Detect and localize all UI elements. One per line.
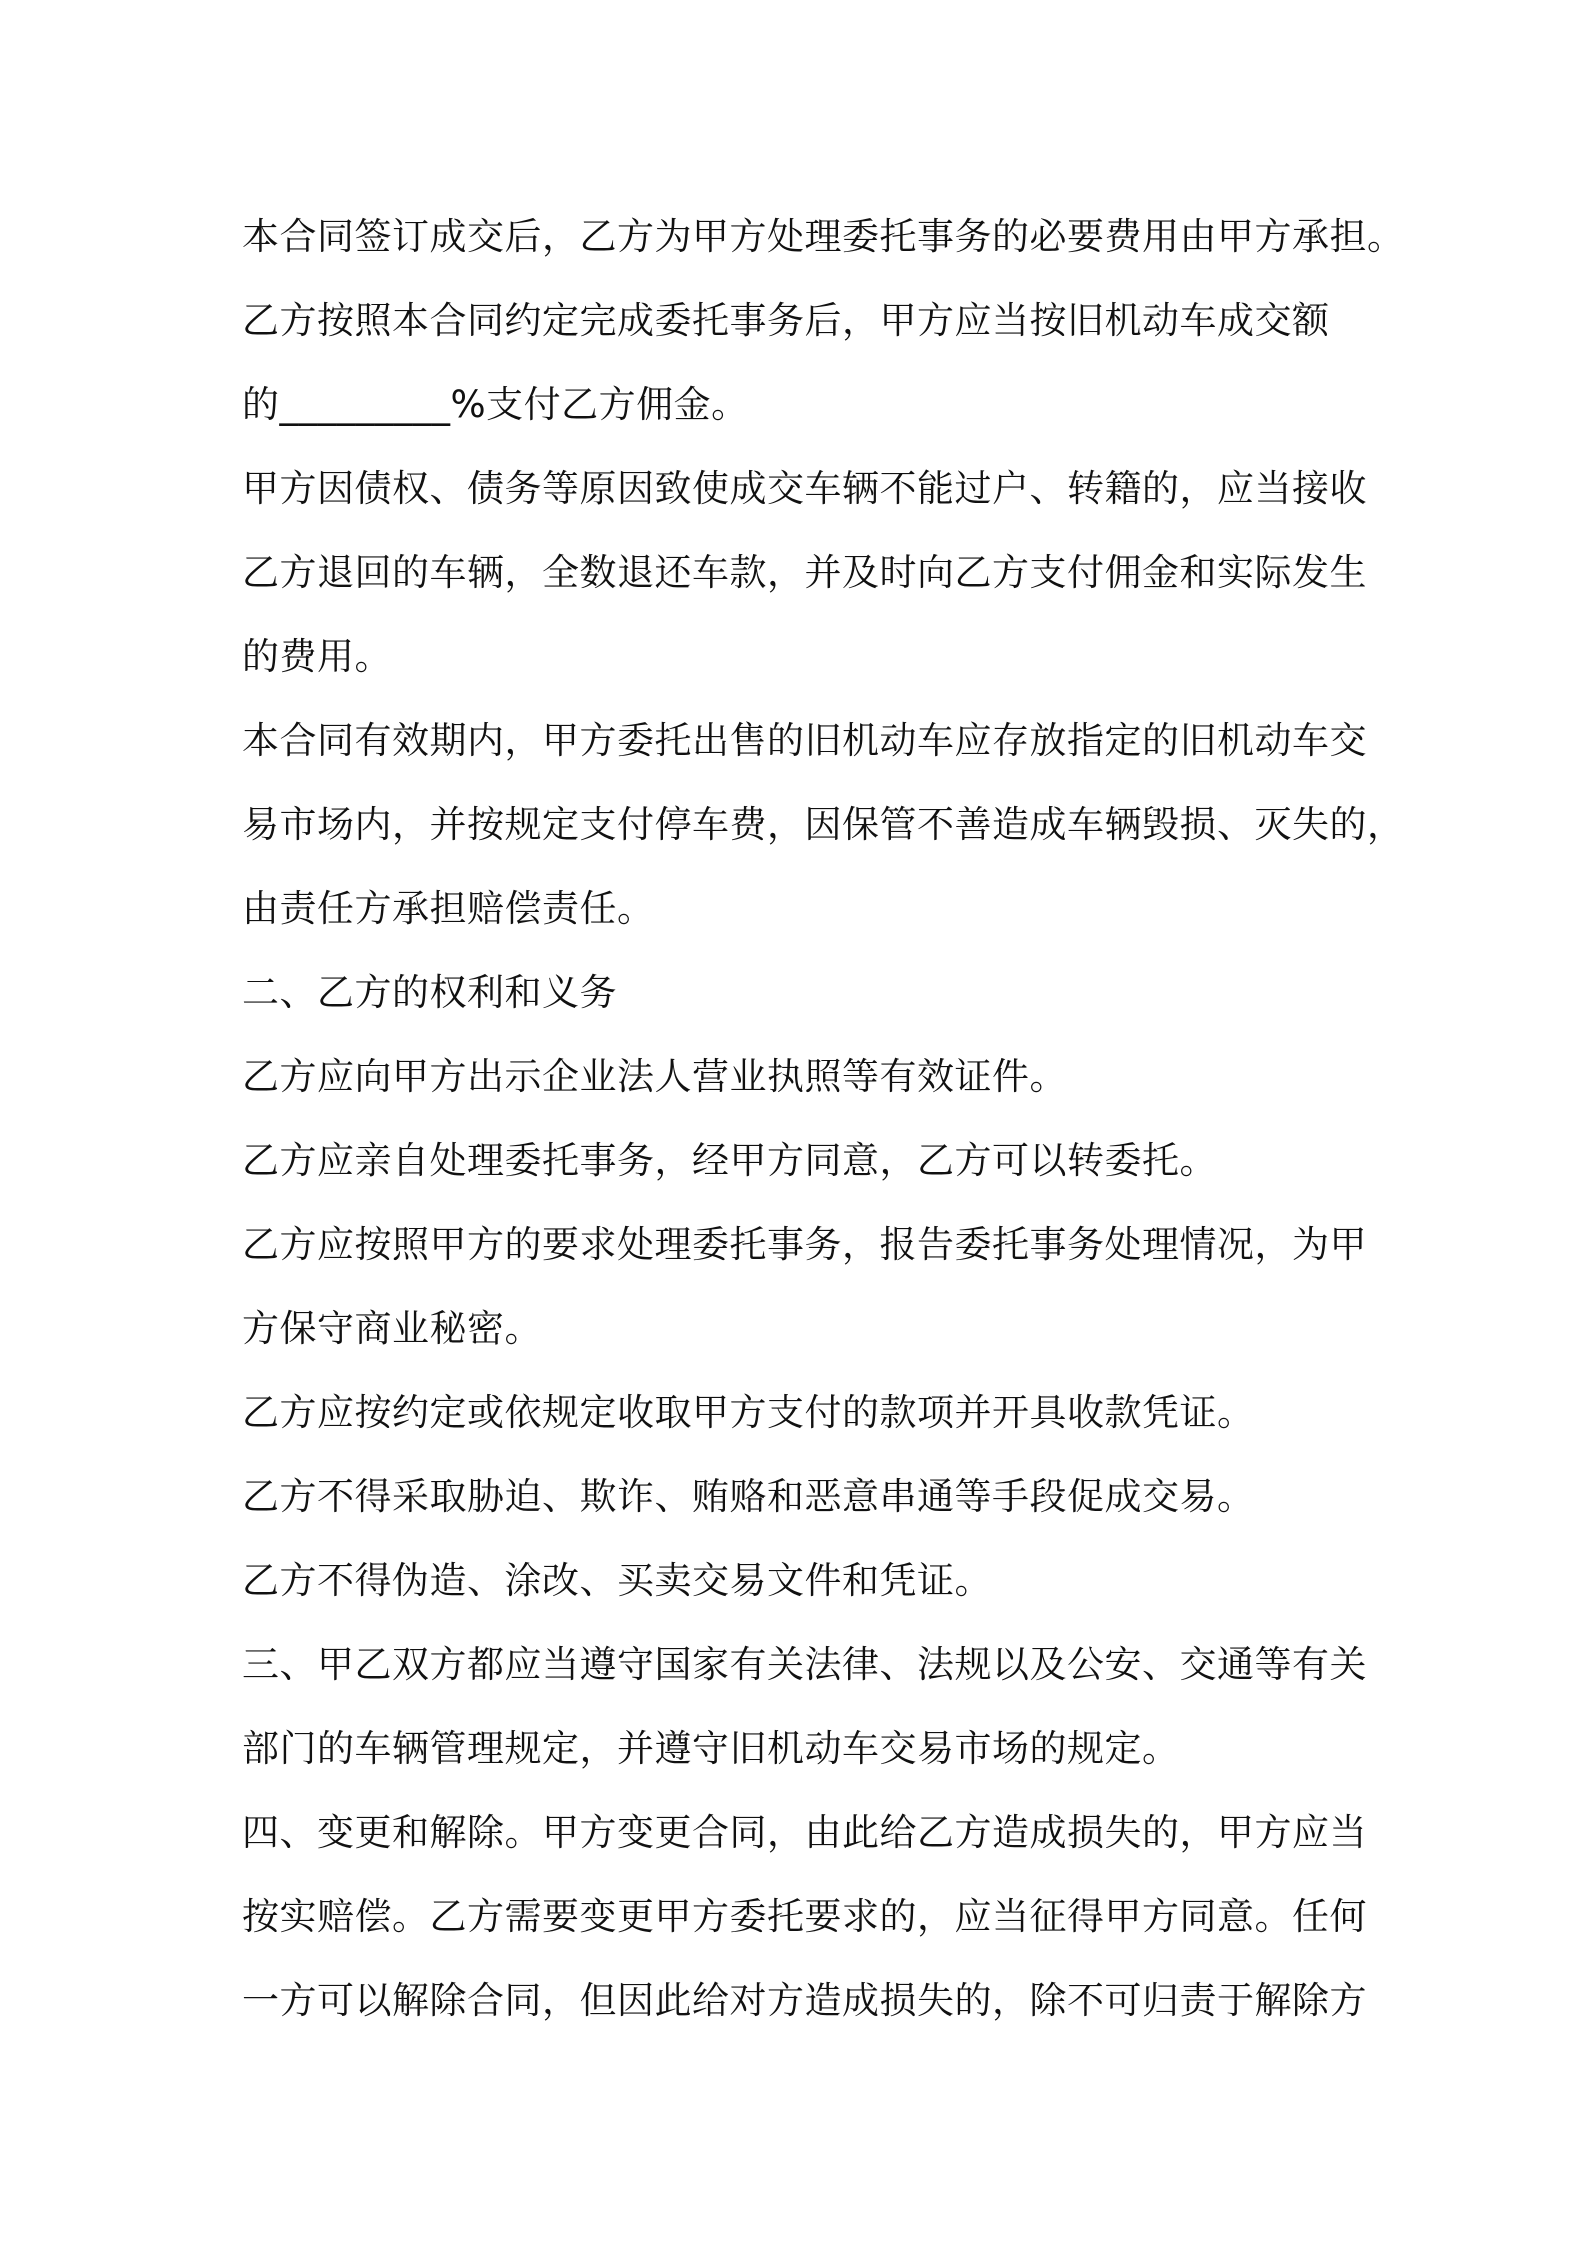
text-line: 乙方不得伪造、涂改、买卖交易文件和凭证。: [242, 1559, 992, 1602]
text-line: 乙方应按约定或依规定收取甲方支付的款项并开具收款凭证。: [242, 1391, 1255, 1434]
text-line: 乙方退回的车辆，全数退还车款，并及时向乙方支付佣金和实际发生: [242, 551, 1367, 594]
text-line: 由责任方承担赔偿责任。: [242, 887, 655, 930]
text-line: 乙方应向甲方出示企业法人营业执照等有效证件。: [242, 1055, 1067, 1098]
text-line: 易市场内，并按规定支付停车费，因保管不善造成车辆毁损、灭失的，: [242, 803, 1405, 846]
text-line: 乙方按照本合同约定完成委托事务后，甲方应当按旧机动车成交额: [242, 299, 1330, 342]
text-line: 本合同签订成交后，乙方为甲方处理委托事务的必要费用由甲方承担。: [242, 215, 1405, 258]
text-line: 甲方因债权、债务等原因致使成交车辆不能过户、转籍的，应当接收: [242, 467, 1367, 510]
text-line: 按实赔偿。乙方需要变更甲方委托要求的，应当征得甲方同意。任何: [242, 1895, 1367, 1938]
text-line: 本合同有效期内，甲方委托出售的旧机动车应存放指定的旧机动车交: [242, 719, 1367, 762]
text-line: 的费用。: [242, 635, 392, 678]
text-line: 一方可以解除合同，但因此给对方造成损失的，除不可归责于解除方: [242, 1979, 1367, 2022]
text-line: 的_________%支付乙方佣金。: [242, 383, 749, 426]
section-heading: 二、乙方的权利和义务: [242, 971, 617, 1014]
section-heading: 三、甲乙双方都应当遵守国家有关法律、法规以及公安、交通等有关: [242, 1643, 1367, 1686]
text-line: 乙方应按照甲方的要求处理委托事务，报告委托事务处理情况，为甲: [242, 1223, 1367, 1266]
document-body: [242, 195, 1405, 2043]
text-line: 乙方不得采取胁迫、欺诈、贿赂和恶意串通等手段促成交易。: [242, 1475, 1255, 1518]
text-line: 乙方应亲自处理委托事务，经甲方同意，乙方可以转委托。: [242, 1139, 1217, 1182]
text-line: 部门的车辆管理规定，并遵守旧机动车交易市场的规定。: [242, 1727, 1180, 1770]
section-heading: 四、变更和解除。甲方变更合同，由此给乙方造成损失的，甲方应当: [242, 1811, 1367, 1854]
text-line: 方保守商业秘密。: [242, 1307, 542, 1350]
